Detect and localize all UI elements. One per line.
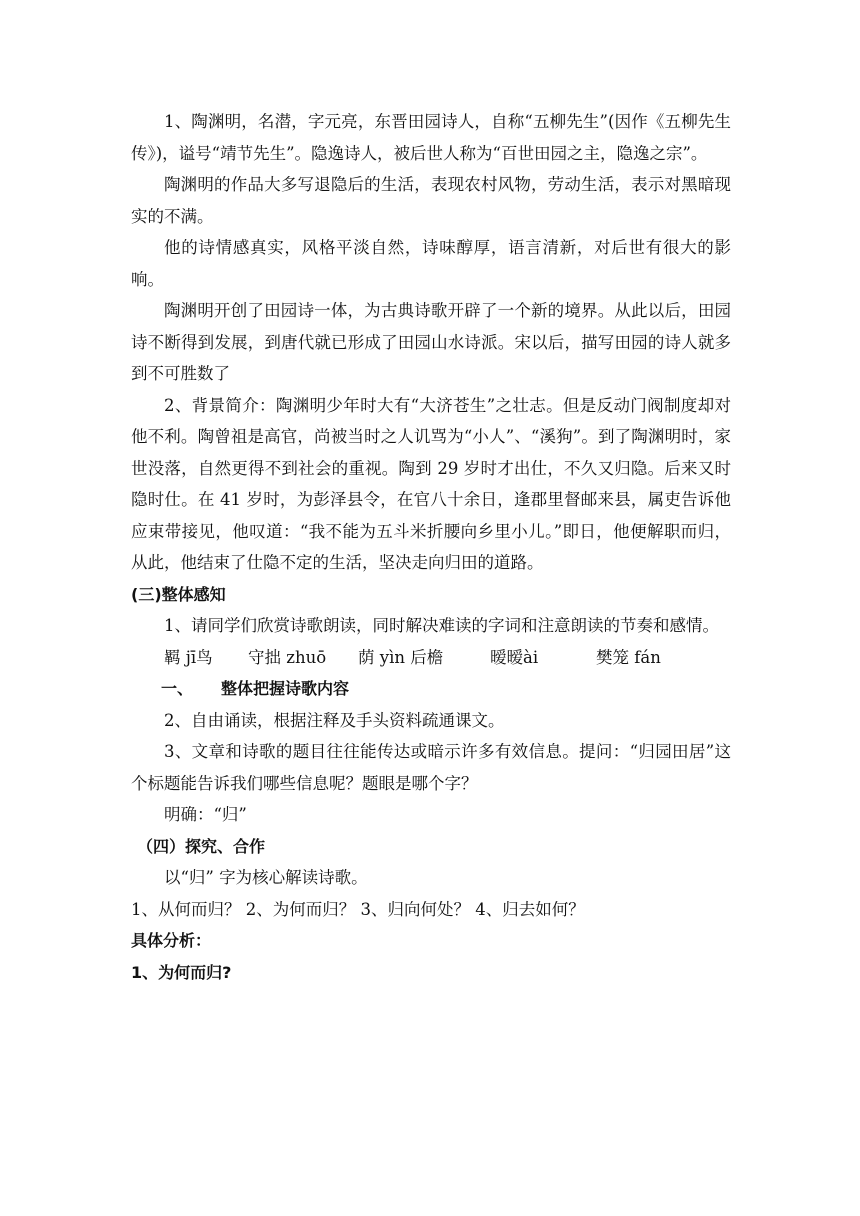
section-number: 一、 xyxy=(161,679,194,698)
analysis-heading: 具体分析： xyxy=(131,931,212,950)
explore-questions: 1、从何而归？ 2、为何而归？ 3、归向何处？ 4、归去如何？ xyxy=(131,899,585,919)
pinyin-item: 暧暧ài xyxy=(490,647,539,667)
pinyin-item: 羁 jī鸟 xyxy=(164,647,213,667)
paragraph-author-intro: 1、陶渊明，名潜，字元亮，东晋田园诗人，自称“五柳先生”(因作《五柳先生传》)，谥号“靖节先生”。隐逸诗人，被后世人称为“百世田园之主，隐逸之宗”。 xyxy=(131,112,731,163)
paragraph-style: 他的诗情感真实，风格平淡自然，诗味醇厚，语言清新，对后世有很大的影响。 xyxy=(131,238,731,289)
answer-text: 明确：“归” xyxy=(164,805,247,824)
pinyin-list xyxy=(131,642,731,674)
pinyin-item: 樊笼 fán xyxy=(596,647,661,667)
paragraph-background: 2、背景简介：陶渊明少年时大有“大济苍生”之壮志。但是反动门阀制度却对他不利。陶曾祖是高官，尚被当时之人讥骂为“小人”、“溪狗”。到了陶渊明时，家世没落，自然更得不到社会的重视。陶到 29 岁时才出仕，不久又归隐。后来又时隐时仕。在 41 岁时，为彭泽县令，在官八十余日，逢郡里督邮来县，属吏告诉他应束带接见，他叹道：“我不能为五斗米折腰向乡里小儿。”即日，他便解职而归，从此，他结束了仕隐不定的生活，坚决走向归田的道路。 xyxy=(131,395,731,572)
explore-intro: 以“归” 字为核心解读诗歌。 xyxy=(164,868,368,887)
section-title: 整体把握诗歌内容 xyxy=(221,679,350,698)
question-reading: 1、请同学们欣赏诗歌朗读，同时解决难读的字词和注意朗读的节奏和感情。 xyxy=(164,616,719,635)
question-recite: 2、自由诵读，根据注释及手头资料疏通课文。 xyxy=(164,710,505,730)
section-heading-explore: （四）探究、合作 xyxy=(137,836,266,856)
analysis-subheading: 1、为何而归? xyxy=(131,962,232,982)
question-title-meaning: 3、文章和诗歌的题目往往能传达或暗示许多有效信息。提问：“归园田居”这个标题能告诉我们哪些信息呢？题眼是哪个字？ xyxy=(131,742,731,793)
paragraph-influence: 陶渊明开创了田园诗一体，为古典诗歌开辟了一个新的境界。从此以后，田园诗不断得到发展，到唐代就已形成了田园山水诗派。宋以后，描写田园的诗人就多到不可胜数了 xyxy=(131,301,731,383)
pinyin-item: 守拙 zhuō xyxy=(248,647,327,667)
document-body xyxy=(131,106,731,988)
pinyin-item: 荫 yìn 后檐 xyxy=(358,647,444,667)
section-heading-grasp-content xyxy=(131,673,731,705)
section-heading-overall-perception: (三)整体感知 xyxy=(131,584,226,604)
paragraph-works: 陶渊明的作品大多写退隐后的生活，表现农村风物，劳动生活，表示对黑暗现实的不满。 xyxy=(131,175,731,226)
